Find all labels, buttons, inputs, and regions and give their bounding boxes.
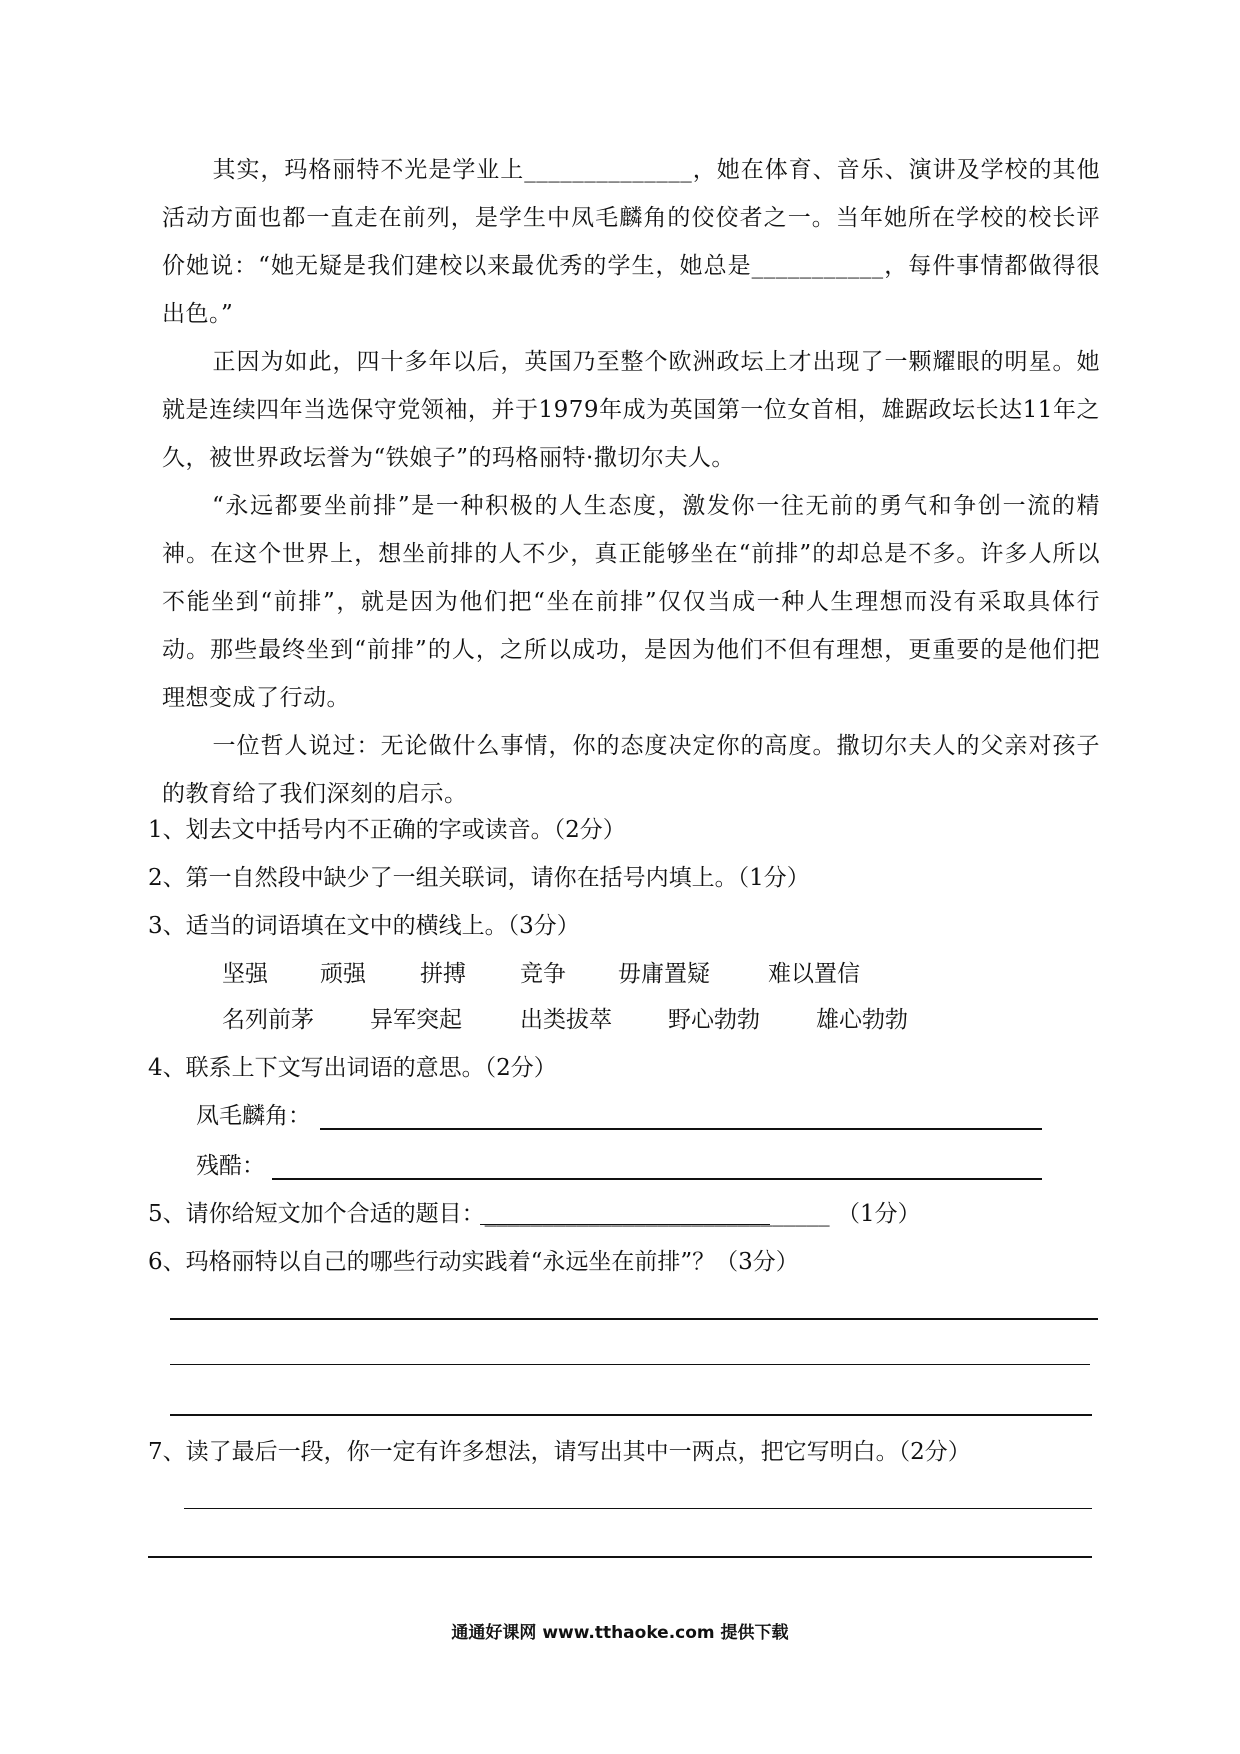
word-bank-item: 出类拔萃 [520, 1007, 612, 1033]
word-bank-item: 顽强 [320, 961, 366, 987]
question-4: 4、联系上下文写出词语的意思。（2分） [148, 1055, 557, 1081]
definition-term-1: 凤毛麟角： [196, 1103, 311, 1129]
question-1: 1、划去文中括号内不正确的字或读音。（2分） [148, 817, 626, 843]
question-7: 7、读了最后一段，你一定有许多想法，请写出其中一两点，把它写明白。（2分） [148, 1439, 971, 1465]
definition-term-2: 残酷： [196, 1153, 265, 1179]
word-bank-item: 异军突起 [370, 1007, 462, 1033]
answer-line-q6-2[interactable] [170, 1364, 1090, 1365]
passage-paragraph-3: “永远都要坐前排”是一种积极的人生态度，激发你一往无前的勇气和争创一流的精神。在这个世界上，想坐前排的人不少，真正能够坐在“前排”的却总是不多。许多人所以不能坐到“前排”，就是因为他们把“坐在前排”仅仅当成一种人生理想而没有采取具体行动。那些最终坐到“前排”的人，之所以成功，是因为他们不但有理想，更重要的是他们把理想变成了行动。 [162, 493, 1100, 711]
word-bank-item: 坚强 [222, 961, 268, 987]
word-bank-item: 难以置信 [768, 961, 860, 987]
passage-paragraph-4: 一位哲人说过：无论做什么事情，你的态度决定你的高度。撒切尔夫人的父亲对孩子的教育给了我们深刻的启示。 [162, 733, 1100, 807]
answer-line-definition-1[interactable] [320, 1128, 1042, 1130]
answer-line-q6-1[interactable] [170, 1318, 1098, 1320]
answer-line-title[interactable] [480, 1224, 770, 1225]
question-2: 2、第一自然段中缺少了一组关联词，请你在括号内填上。（1分） [148, 865, 810, 891]
answer-line-q6-3[interactable] [170, 1414, 1092, 1416]
word-bank-item: 毋庸置疑 [618, 961, 710, 987]
passage-paragraph-1: 其实，玛格丽特不光是学业上______________，她在体育、音乐、演讲及学校的其他活动方面也都一直走在前列，是学生中凤毛麟角的佼佼者之一。当年她所在学校的校长评价她说：“她无疑是我们建校以来最优秀的学生，她总是___________，每件事情都做得很出色。” [162, 157, 1100, 327]
answer-line-definition-2[interactable] [272, 1178, 1042, 1180]
question-3: 3、适当的词语填在文中的横线上。（3分） [148, 913, 580, 939]
answer-line-q7-2[interactable] [148, 1556, 1092, 1558]
word-bank-item: 拼搏 [420, 961, 466, 987]
footer-credit: 通通好课网 www.tthaoke.com 提供下载 [451, 1623, 789, 1643]
passage-paragraph-2: 正因为如此，四十多年以后，英国乃至整个欧洲政坛上才出现了一颗耀眼的明星。她就是连续四年当选保守党领袖，并于1979年成为英国第一位女首相，雄踞政坛长达11年之久，被世界政坛誉为“铁娘子”的玛格丽特·撒切尔夫人。 [162, 349, 1100, 471]
question-6: 6、玛格丽特以自己的哪些行动实践着“永远坐在前排”？（3分） [148, 1249, 799, 1275]
word-bank-item: 雄心勃勃 [816, 1007, 908, 1033]
word-bank-item: 野心勃勃 [668, 1007, 760, 1033]
answer-line-q7-1[interactable] [184, 1508, 1092, 1509]
word-bank-item: 竞争 [520, 961, 566, 987]
question-5: 5、请你给短文加个合适的题目：______________________________ （1分） [148, 1201, 921, 1227]
word-bank-item: 名列前茅 [222, 1007, 314, 1033]
